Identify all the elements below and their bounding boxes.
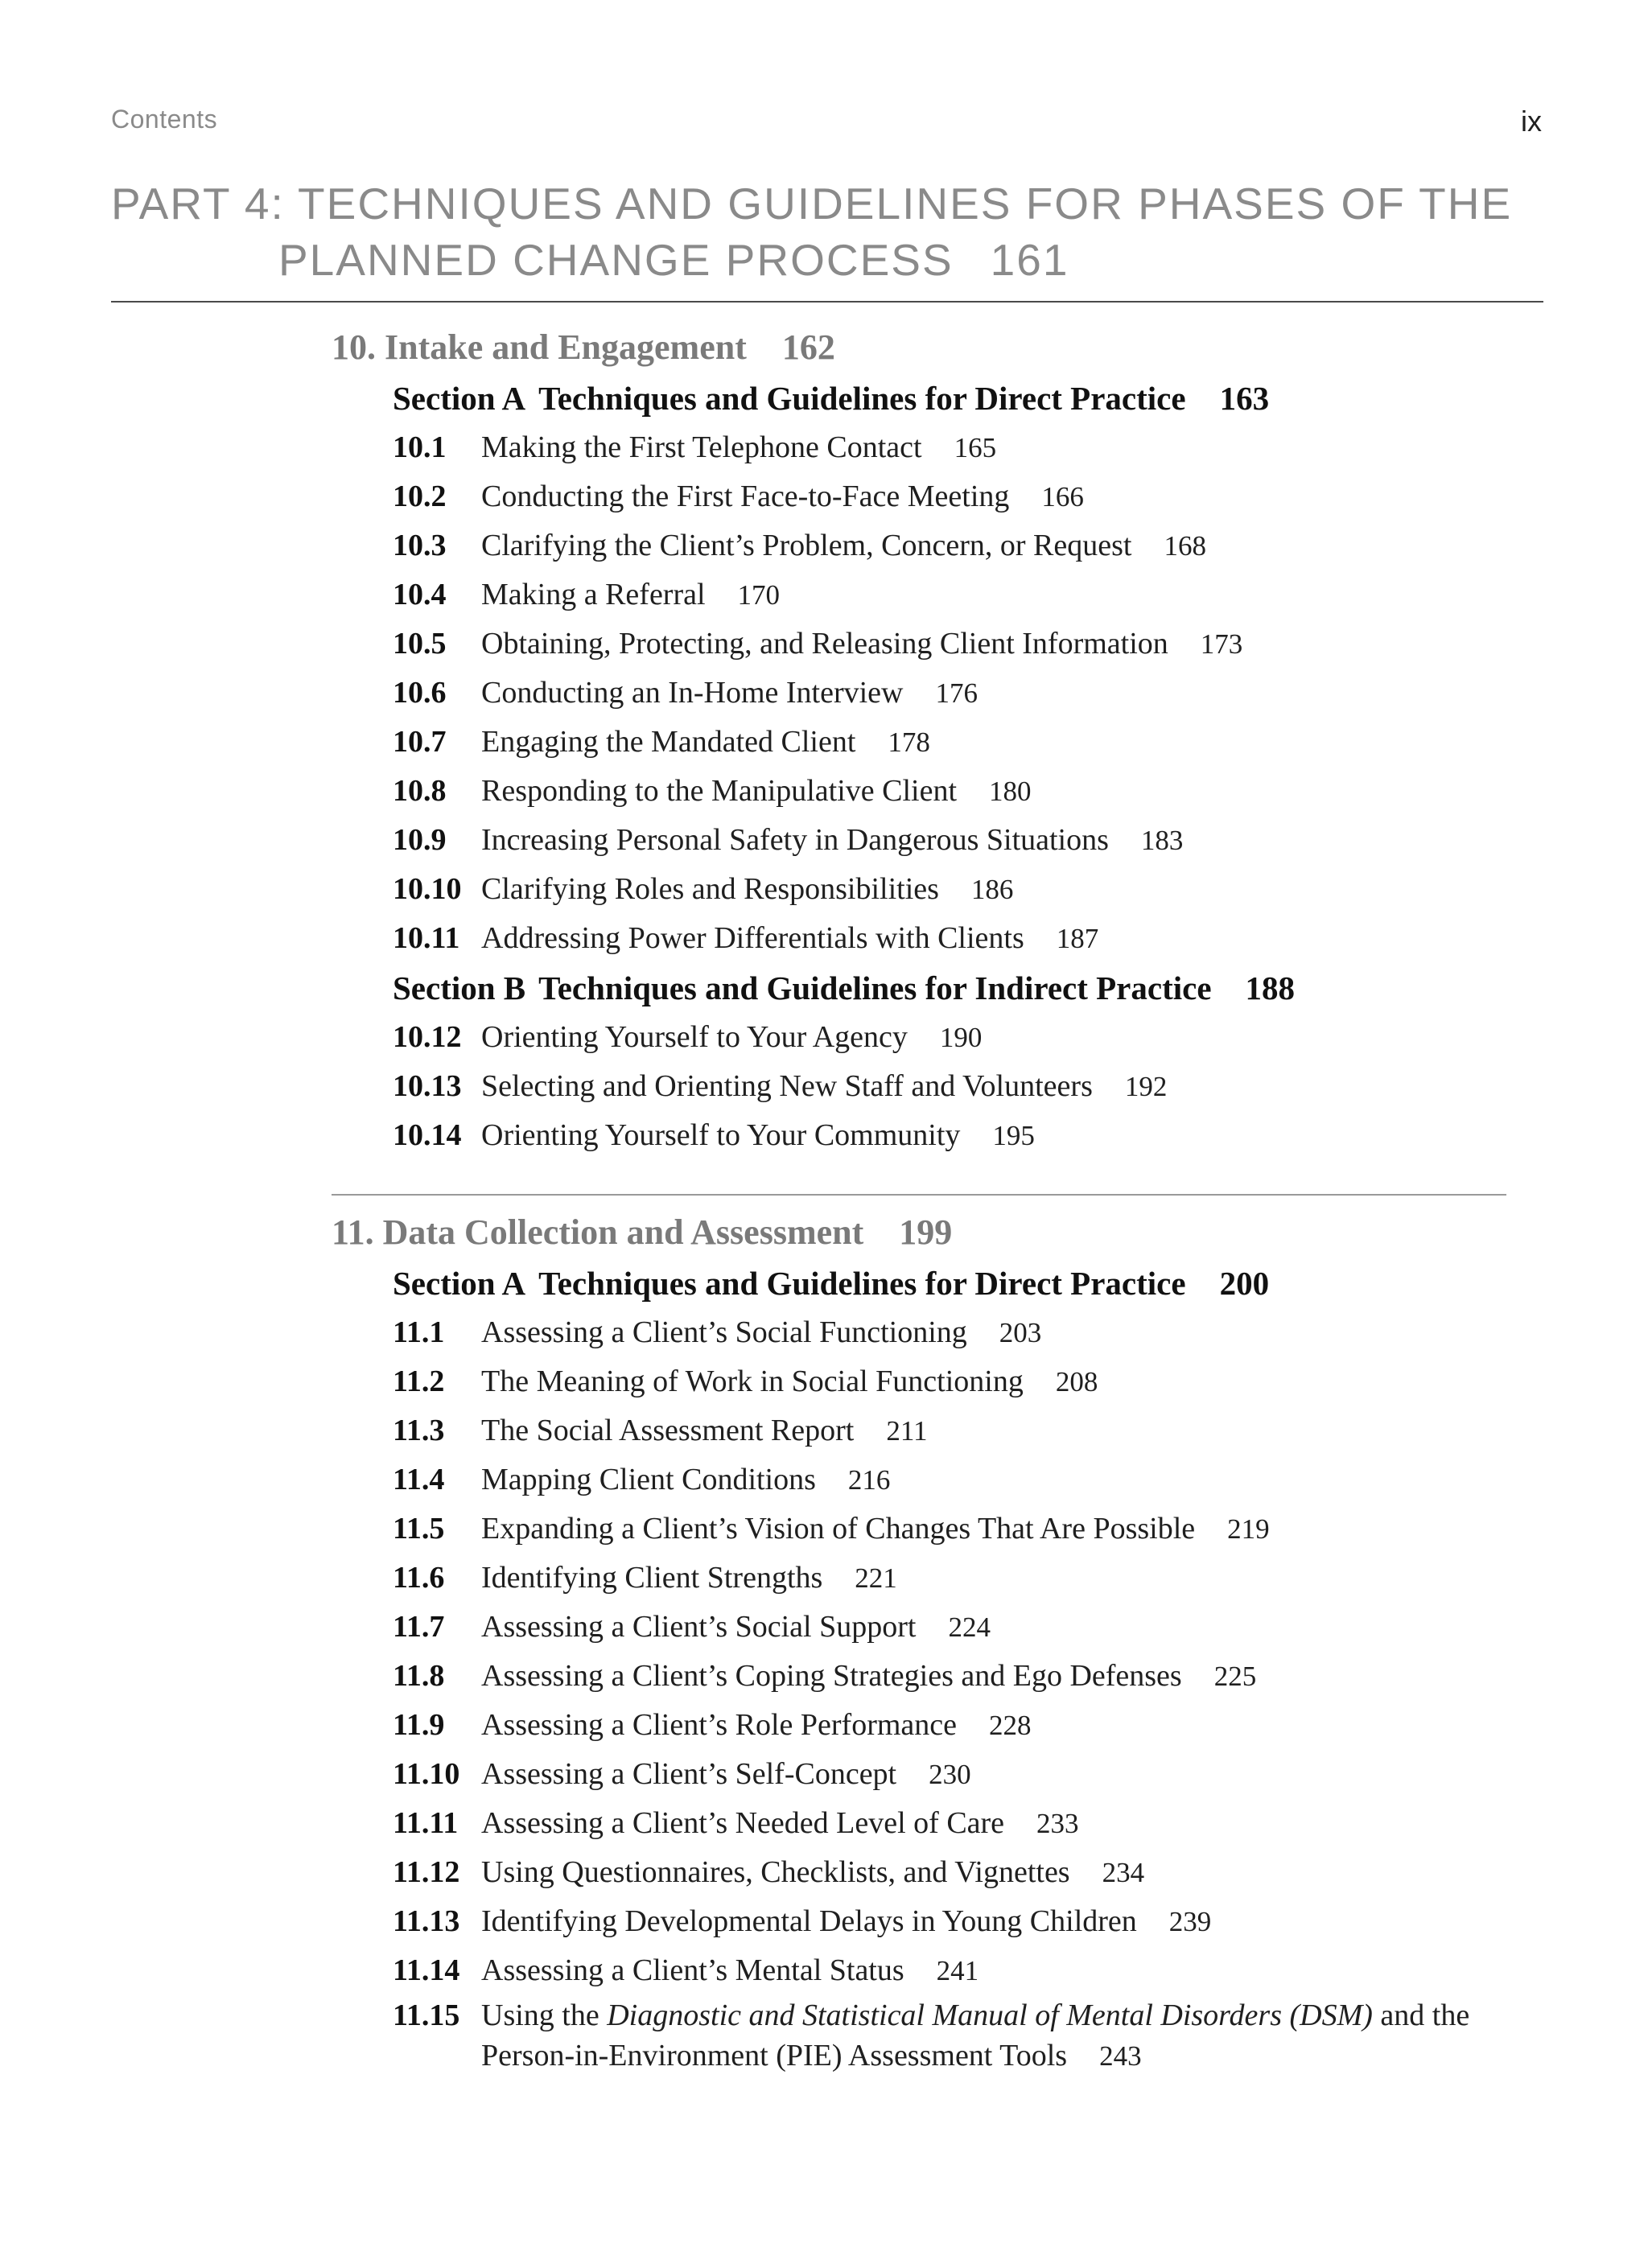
entry-title: Assessing a Client’s Role Performance	[481, 1708, 958, 1742]
entry-page: 176	[935, 677, 978, 709]
entry-page: 187	[1056, 923, 1099, 954]
entry-number: 10.12	[393, 1020, 462, 1054]
toc-entry[interactable]	[393, 718, 1539, 767]
entry-title: Orienting Yourself to Your Agency	[481, 1020, 908, 1054]
entry-number: 10.11	[393, 921, 460, 955]
entry-page: 168	[1164, 530, 1206, 562]
entry-page: 228	[989, 1710, 1032, 1741]
entry-page: 216	[847, 1464, 891, 1496]
entry-page: 241	[936, 1955, 979, 1986]
section-page: 163	[1219, 380, 1270, 417]
entry-number: 10.14	[393, 1118, 462, 1152]
entry-number: 11.7	[393, 1610, 445, 1644]
entry-title: Increasing Personal Safety in Dangerous Situations	[481, 823, 1109, 857]
entry-page: 166	[1041, 481, 1084, 512]
section-title[interactable]	[393, 963, 1539, 1013]
entry-number: 11.15	[393, 1998, 460, 2032]
toc-entry[interactable]	[393, 1013, 1539, 1062]
toc-entry[interactable]	[393, 472, 1539, 521]
entry-page: 183	[1140, 825, 1184, 856]
toc-entry[interactable]	[393, 1995, 1539, 2077]
toc-entry[interactable]	[393, 1062, 1539, 1111]
entry-title: Assessing a Client’s Mental Status	[481, 1953, 904, 1987]
toc-entry[interactable]	[393, 669, 1539, 718]
section-title-text: Techniques and Guidelines for Direct Practice	[538, 380, 1186, 417]
toc-entry[interactable]	[393, 619, 1539, 669]
chapter-11	[332, 1207, 1539, 2077]
entry-number: 10.6	[393, 676, 447, 710]
entry-page: 243	[1099, 2040, 1142, 2072]
toc-entry[interactable]	[393, 1701, 1539, 1750]
toc-entry[interactable]	[393, 1799, 1539, 1848]
entry-title: Identifying Client Strengths	[481, 1561, 823, 1595]
entry-number: 11.10	[393, 1757, 460, 1791]
running-head: Contents	[111, 105, 218, 134]
entry-title: The Meaning of Work in Social Functioning	[481, 1365, 1024, 1398]
toc-entry[interactable]	[393, 1406, 1539, 1455]
section-title-text: Techniques and Guidelines for Direct Practice	[538, 1265, 1186, 1302]
part-heading	[111, 175, 1543, 288]
entry-number: 10.5	[393, 627, 447, 661]
section-page: 200	[1219, 1265, 1270, 1302]
entry-title: Orienting Yourself to Your Community	[481, 1118, 961, 1152]
entry-number: 11.1	[393, 1315, 445, 1349]
toc-entry[interactable]	[393, 1603, 1539, 1652]
entry-list	[393, 423, 1539, 963]
entry-number: 11.2	[393, 1365, 445, 1398]
entry-page: 190	[939, 1022, 983, 1053]
entry-title-prefix: Using the	[481, 1998, 608, 2032]
entry-number: 11.8	[393, 1659, 445, 1693]
section-title-text: Techniques and Guidelines for Indirect Practice	[538, 969, 1212, 1006]
entry-page: 224	[948, 1611, 991, 1643]
entry-page: 192	[1124, 1071, 1168, 1102]
entry-title: Making a Referral	[481, 578, 706, 611]
entry-page: 211	[886, 1415, 928, 1447]
entry-title: Addressing Power Differentials with Clients	[481, 921, 1024, 955]
entry-title: Conducting the First Face-to-Face Meeting	[481, 480, 1010, 513]
entry-number: 11.9	[393, 1708, 445, 1742]
entry-number: 10.7	[393, 725, 447, 759]
chapter-title-text: 10. Intake and Engagement	[332, 327, 747, 367]
chapter-title-text: 11. Data Collection and Assessment	[332, 1212, 864, 1252]
entry-title: Identifying Developmental Delays in Young Children	[481, 1904, 1137, 1938]
chapter-page: 199	[899, 1212, 953, 1252]
entry-title: The Social Assessment Report	[481, 1414, 855, 1447]
toc-entry[interactable]	[393, 1455, 1539, 1504]
entry-number: 10.1	[393, 430, 447, 464]
entry-number: 11.12	[393, 1855, 460, 1889]
toc-entry[interactable]	[393, 1554, 1539, 1603]
section-label: Section A	[393, 380, 526, 417]
section-title[interactable]	[393, 1258, 1539, 1308]
divider-rule-chapters	[332, 1194, 1506, 1196]
entry-number: 10.8	[393, 774, 447, 808]
entry-page: 221	[855, 1562, 897, 1594]
toc-entry[interactable]	[393, 1946, 1539, 1995]
toc-entry[interactable]	[393, 1357, 1539, 1406]
toc-entry[interactable]	[393, 1504, 1539, 1554]
entry-title-suffix: and the	[1372, 1998, 1470, 2032]
chapter-10	[332, 322, 1539, 1160]
toc-entry[interactable]	[393, 767, 1539, 816]
entry-number: 10.9	[393, 823, 447, 857]
entry-title: Assessing a Client’s Social Support	[481, 1610, 917, 1644]
divider-rule-top	[111, 301, 1543, 303]
part-heading-line1: PART 4: TECHNIQUES AND GUIDELINES FOR PHASES OF THE	[111, 179, 1513, 228]
entry-number: 11.14	[393, 1953, 460, 1987]
entry-number: 10.13	[393, 1069, 462, 1103]
entry-title: Clarifying Roles and Responsibilities	[481, 872, 939, 906]
entry-page: 230	[929, 1759, 971, 1790]
section-title[interactable]	[393, 373, 1539, 423]
chapter-title[interactable]	[332, 1207, 1539, 1258]
entry-title: Responding to the Manipulative Client	[481, 774, 958, 808]
entry-number: 10.4	[393, 578, 447, 611]
toc-entry[interactable]	[393, 1652, 1539, 1701]
entry-title: Conducting an In-Home Interview	[481, 676, 904, 710]
toc-entry[interactable]	[393, 816, 1539, 865]
entry-title: Using Questionnaires, Checklists, and Vignettes	[481, 1855, 1070, 1889]
entry-page: 180	[989, 776, 1032, 807]
entry-title: Mapping Client Conditions	[481, 1463, 816, 1496]
entry-title: Assessing a Client’s Social Functioning	[481, 1315, 967, 1349]
entry-page: 178	[888, 727, 930, 758]
entry-title: Engaging the Mandated Client	[481, 725, 856, 759]
entry-page: 203	[999, 1317, 1042, 1348]
chapter-title[interactable]	[332, 322, 1539, 373]
entry-page: 219	[1227, 1513, 1270, 1545]
entry-page: 173	[1200, 628, 1243, 660]
entry-number: 11.13	[393, 1904, 460, 1938]
entry-number: 11.11	[393, 1806, 459, 1840]
entry-page: 170	[737, 579, 781, 611]
entry-title: Clarifying the Client’s Problem, Concern, or Request	[481, 529, 1132, 562]
entry-page: 234	[1102, 1857, 1145, 1888]
toc-entry[interactable]	[393, 1308, 1539, 1357]
entry-number: 10.3	[393, 529, 447, 562]
section-page: 188	[1245, 969, 1296, 1006]
toc-entry[interactable]	[393, 865, 1539, 914]
entry-page: 239	[1168, 1906, 1212, 1937]
section-label: Section B	[393, 969, 526, 1006]
entry-list	[393, 1308, 1539, 2077]
entry-number: 11.6	[393, 1561, 445, 1595]
toc-entry[interactable]	[393, 1111, 1539, 1160]
toc-entry[interactable]	[393, 914, 1539, 963]
toc-entry[interactable]	[393, 1750, 1539, 1799]
entry-title: Selecting and Orienting New Staff and Volunteers	[481, 1069, 1093, 1103]
toc-entry[interactable]	[393, 423, 1539, 472]
entry-page: 195	[992, 1120, 1035, 1151]
entry-page: 225	[1213, 1661, 1257, 1692]
entry-list	[393, 1013, 1539, 1160]
part-heading-title: PLANNED CHANGE PROCESS	[278, 235, 954, 285]
entry-title: Assessing a Client’s Self-Concept	[481, 1757, 897, 1791]
entry-page: 233	[1036, 1808, 1079, 1839]
entry-title: Assessing a Client’s Needed Level of Care	[481, 1806, 1005, 1840]
chapter-page: 162	[781, 327, 835, 367]
entry-number: 11.5	[393, 1512, 445, 1546]
part-heading-line2	[111, 232, 1543, 288]
entry-number: 11.4	[393, 1463, 445, 1496]
section-label: Section A	[393, 1265, 526, 1302]
entry-title: Obtaining, Protecting, and Releasing Client Information	[481, 627, 1168, 661]
entry-title: Assessing a Client’s Coping Strategies and Ego Defenses	[481, 1659, 1182, 1693]
page-number: ix	[1521, 105, 1542, 138]
entry-number: 11.3	[393, 1414, 445, 1447]
entry-title: Expanding a Client’s Vision of Changes That Are Possible	[481, 1512, 1196, 1546]
entry-number: 10.10	[393, 872, 462, 906]
toc-entry[interactable]	[393, 570, 1539, 619]
toc-entry[interactable]	[393, 1848, 1539, 1897]
toc-entry[interactable]	[393, 521, 1539, 570]
entry-page: 208	[1055, 1366, 1098, 1397]
entry-number: 10.2	[393, 480, 447, 513]
entry-page: 165	[954, 432, 997, 463]
entry-title-italic: Diagnostic and Statistical Manual of Mental Disorders (DSM)	[607, 1998, 1373, 2032]
part-page-number: 161	[990, 235, 1069, 285]
entry-title-line2: Person-in-Environment (PIE) Assessment Tools	[481, 2039, 1068, 2072]
entry-page: 186	[970, 874, 1014, 905]
toc-entry[interactable]	[393, 1897, 1539, 1946]
entry-title: Making the First Telephone Contact	[481, 430, 922, 464]
